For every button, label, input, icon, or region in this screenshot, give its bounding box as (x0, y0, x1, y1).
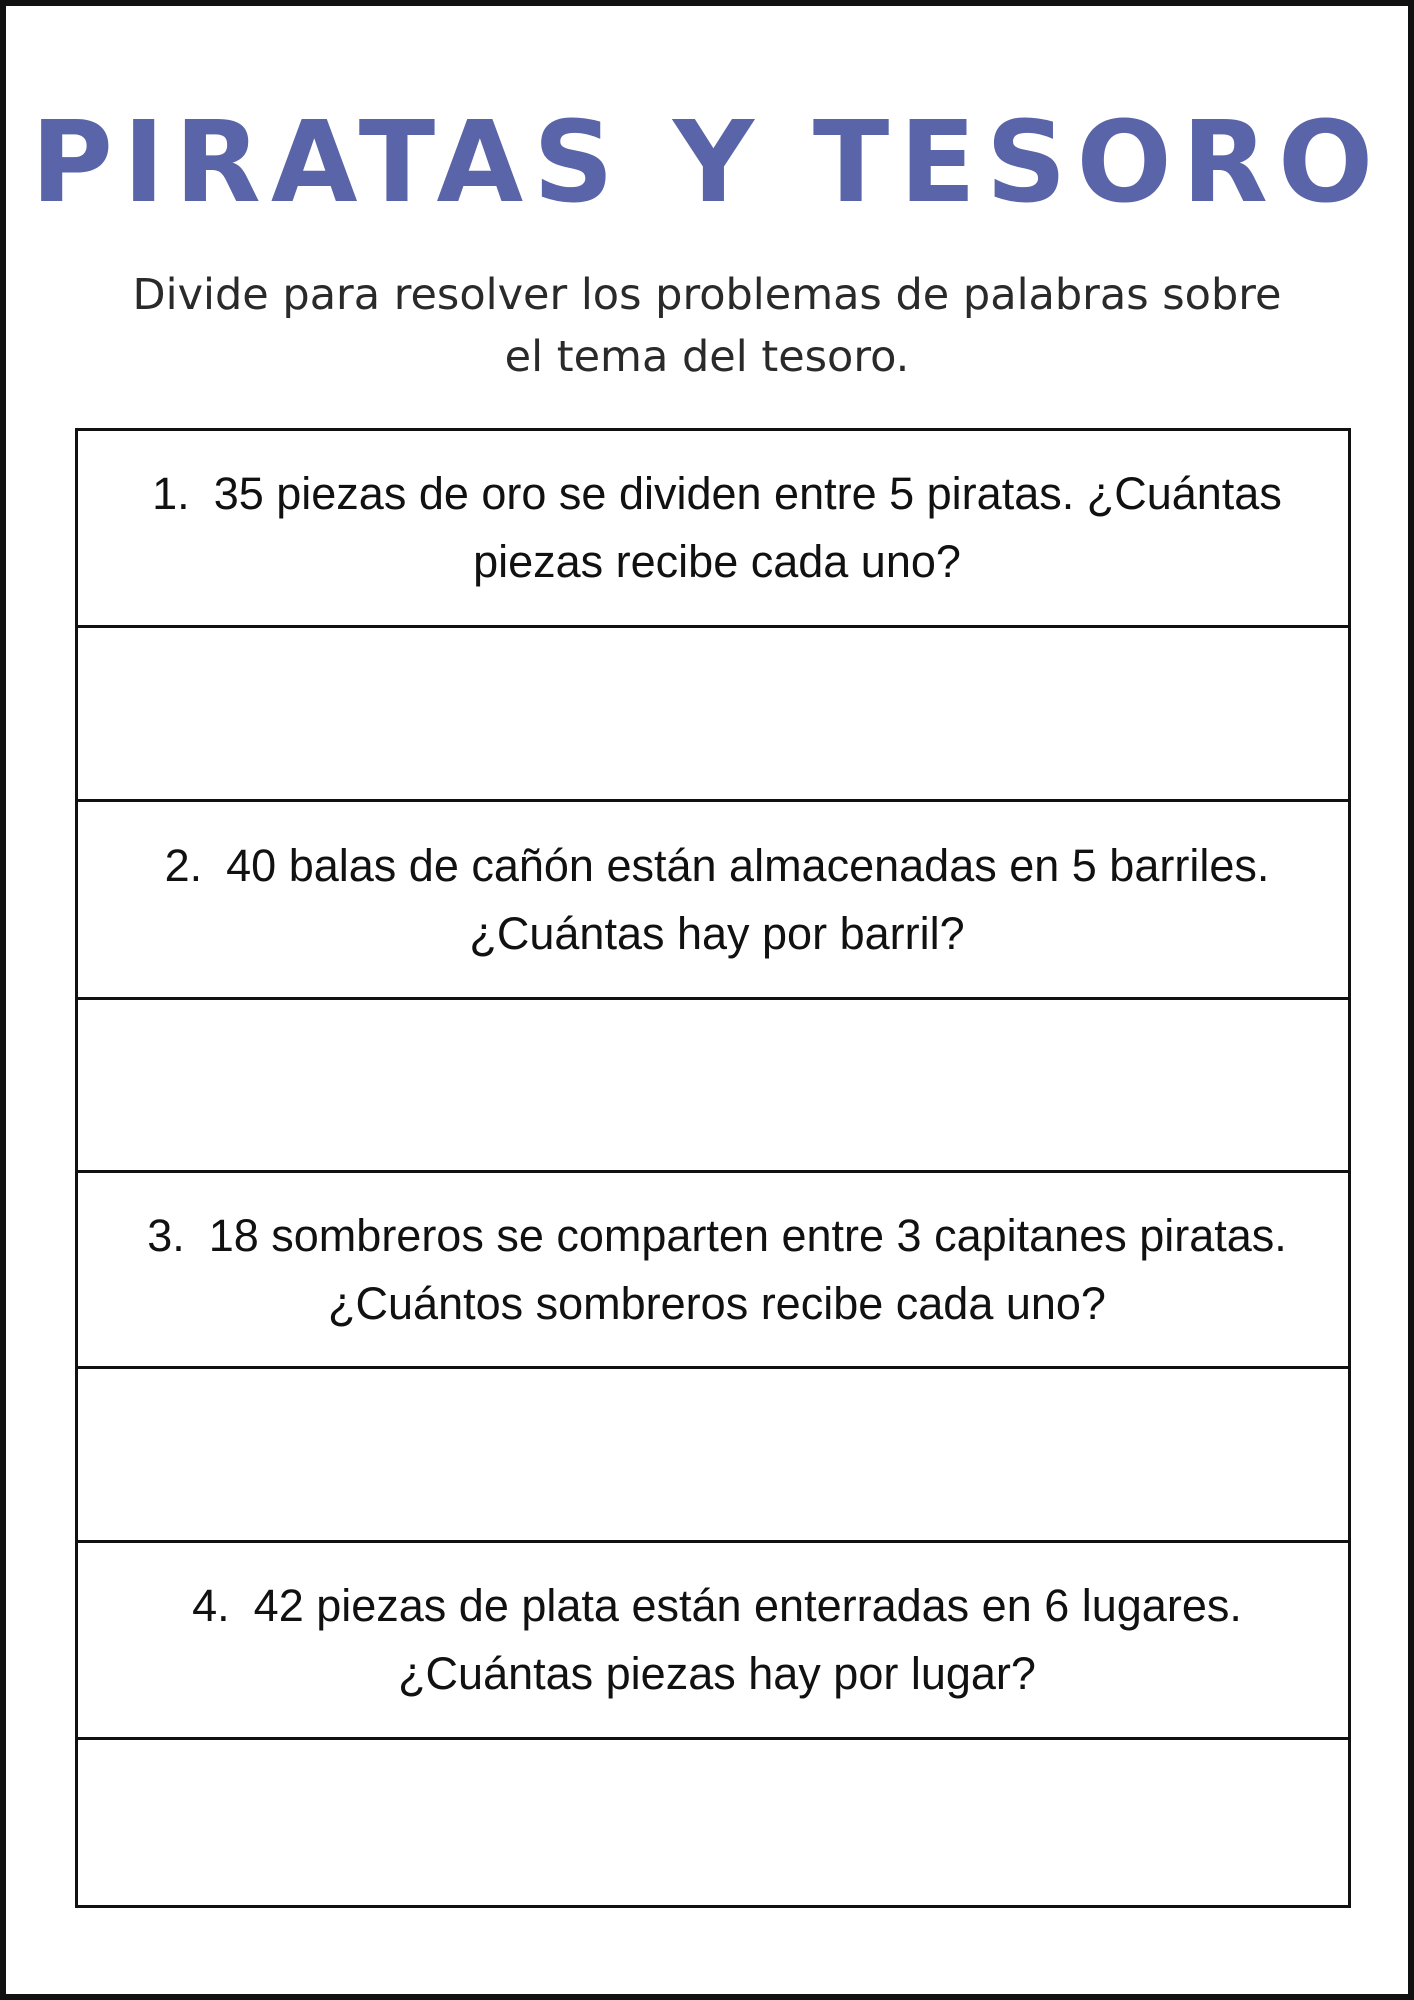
question-row-4 (78, 1543, 1348, 1740)
question-row-1 (78, 431, 1348, 628)
question-text: 42 piezas de plata están enterradas en 6 lugares. ¿Cuántas piezas hay por lugar? (253, 1580, 1242, 1699)
problem-table (75, 428, 1351, 1908)
question-number: 2. (164, 839, 203, 891)
question-number: 3. (147, 1209, 185, 1261)
question-number: 1. (152, 468, 190, 519)
answer-box-2[interactable] (78, 1000, 1348, 1173)
worksheet-instructions: Divide para resolver los problemas de palabras sobre el tema del tesoro. (132, 270, 1282, 382)
question-number: 4. (192, 1580, 230, 1631)
question-text: 35 piezas de oro se dividen entre 5 piratas. ¿Cuántas piezas recibe cada uno? (213, 468, 1282, 587)
worksheet-title: PIRATAS Y TESORO (30, 98, 1384, 228)
question-text: 18 sombreros se comparten entre 3 capitanes piratas. ¿Cuántos sombreros recibe cada uno? (208, 1209, 1287, 1329)
question-row-3 (78, 1173, 1348, 1369)
question-row-2 (78, 802, 1348, 1000)
question-text: 40 balas de cañón están almacenadas en 5 barriles. ¿Cuántas hay por barril? (226, 839, 1270, 959)
answer-box-3[interactable] (78, 1369, 1348, 1543)
answer-box-4[interactable] (78, 1740, 1348, 1905)
answer-box-1[interactable] (78, 628, 1348, 802)
